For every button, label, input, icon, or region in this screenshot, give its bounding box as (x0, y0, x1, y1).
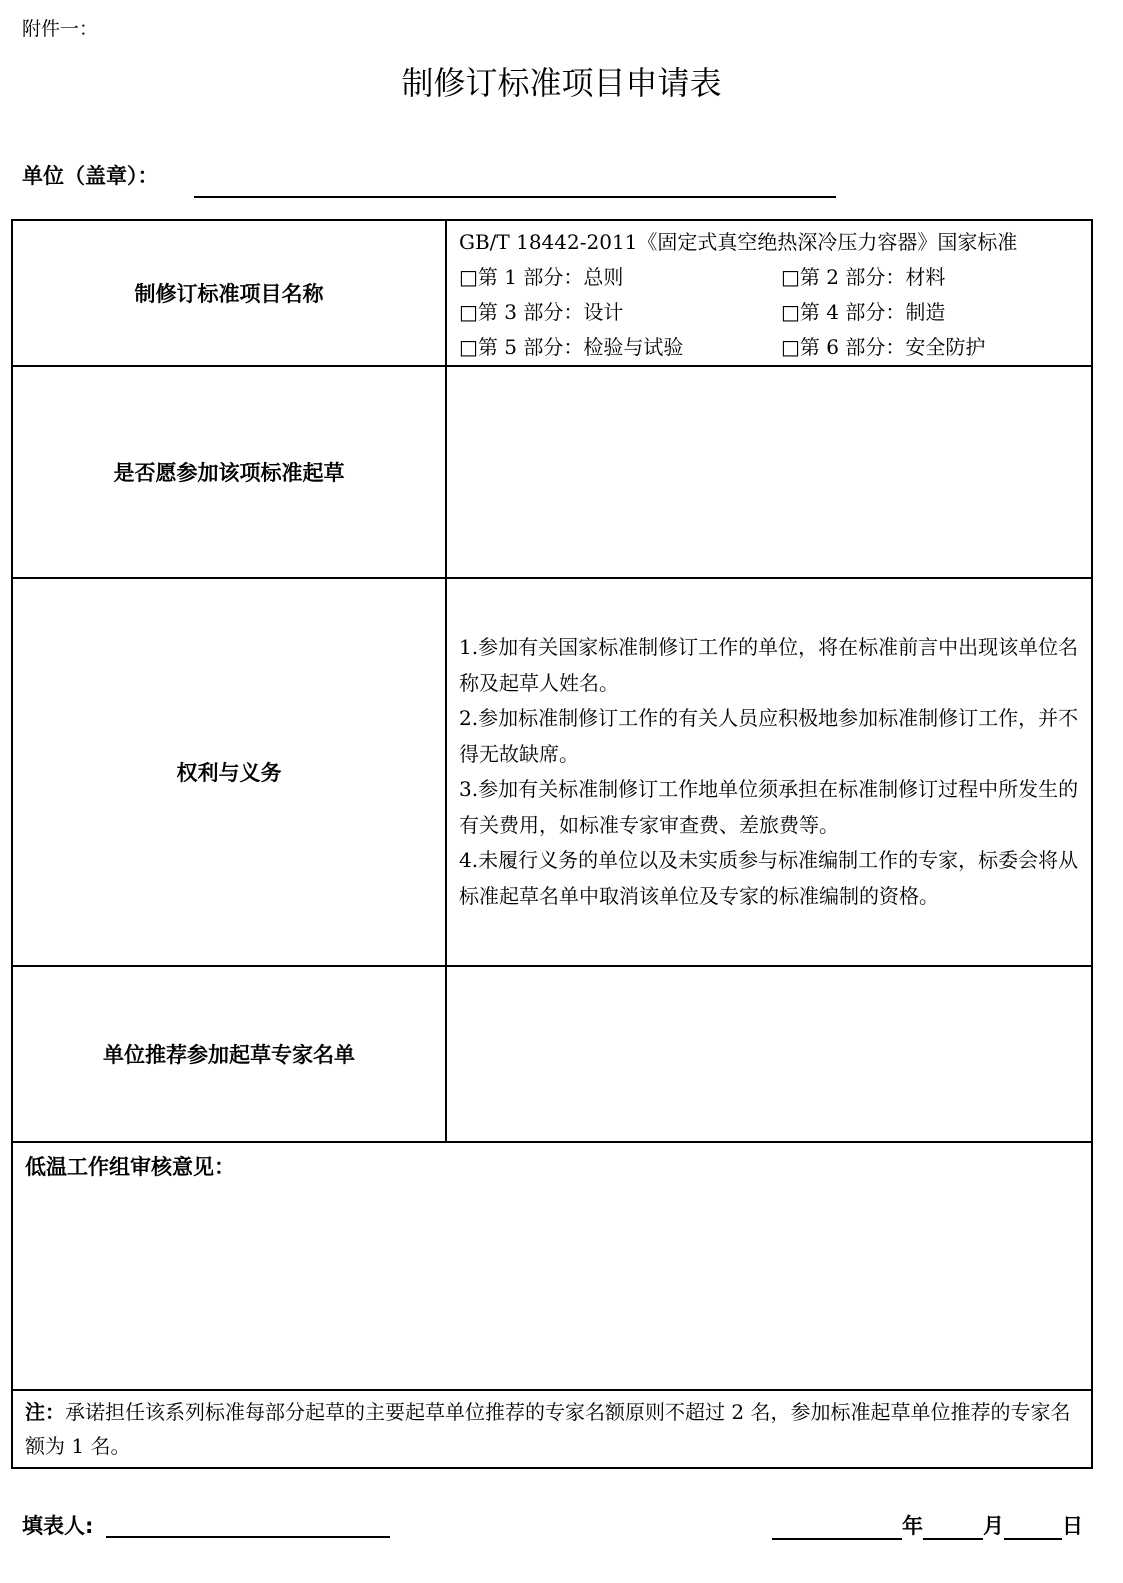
participate-field[interactable] (446, 366, 1092, 578)
experts-label: 单位推荐参加起草专家名单 (12, 966, 446, 1142)
unit-label: 单位（盖章）： (22, 164, 159, 188)
part-checkbox-3[interactable]: □第 3 部分：设计 (459, 300, 624, 324)
rights-item-2: 2.参加标准制修订工作的有关人员应积极地参加标准制修订工作，并不得无故缺席。 (459, 706, 1079, 766)
unit-input-line[interactable] (194, 196, 836, 198)
project-name-cell (446, 220, 1092, 366)
month-input-line[interactable] (923, 1514, 983, 1540)
note-cell (12, 1390, 1092, 1468)
rights-label: 权利与义务 (12, 578, 446, 966)
participate-label: 是否愿参加该项标准起草 (12, 366, 446, 578)
day-input-line[interactable] (1004, 1514, 1062, 1540)
filler-label: 填表人: (22, 1514, 94, 1538)
note-text: 承诺担任该系列标准每部分起草的主要起草单位推荐的专家名额原则不超过 2 名，参加标准起草单位推荐的专家名额为 1 名。 (25, 1400, 1071, 1458)
year-label: 年 (902, 1514, 923, 1538)
part-checkbox-4[interactable]: □第 4 部分：制造 (781, 300, 946, 324)
page-title: 制修订标准项目申请表 (401, 64, 722, 102)
part-checkbox-6[interactable]: □第 6 部分：安全防护 (781, 335, 986, 359)
part-checkbox-5[interactable]: □第 5 部分：检验与试验 (459, 335, 684, 359)
parts-checklist (459, 260, 1081, 365)
part-checkbox-1[interactable]: □第 1 部分：总则 (459, 265, 624, 289)
date-row (772, 1510, 1083, 1540)
rights-item-4: 4.未履行义务的单位以及未实质参与标准编制工作的专家，标委会将从标准起草名单中取消该单位及专家的标准编制的资格。 (459, 848, 1079, 908)
note-label: 注： (25, 1400, 65, 1424)
project-name-label: 制修订标准项目名称 (12, 220, 446, 366)
annex-label: 附件一： (22, 18, 99, 40)
month-label: 月 (983, 1514, 1004, 1538)
filler-input-line[interactable] (106, 1536, 390, 1538)
rights-item-3: 3.参加有关标准制修订工作地单位须承担在标准制修订过程中所发生的有关费用，如标准专家审查费、差旅费等。 (459, 777, 1079, 837)
review-label: 低温工作组审核意见： (25, 1155, 235, 1179)
application-form-table (11, 219, 1093, 1469)
experts-field[interactable] (446, 966, 1092, 1142)
day-label: 日 (1062, 1514, 1083, 1538)
rights-item-1: 1.参加有关国家标准制修订工作的单位，将在标准前言中出现该单位名称及起草人姓名。 (459, 635, 1079, 695)
standard-name: GB/T 18442-2011《固定式真空绝热深冷压力容器》国家标准 (459, 230, 1018, 254)
rights-cell (446, 578, 1092, 966)
review-cell[interactable] (12, 1142, 1092, 1390)
year-input-line[interactable] (772, 1514, 902, 1540)
part-checkbox-2[interactable]: □第 2 部分：材料 (781, 265, 946, 289)
